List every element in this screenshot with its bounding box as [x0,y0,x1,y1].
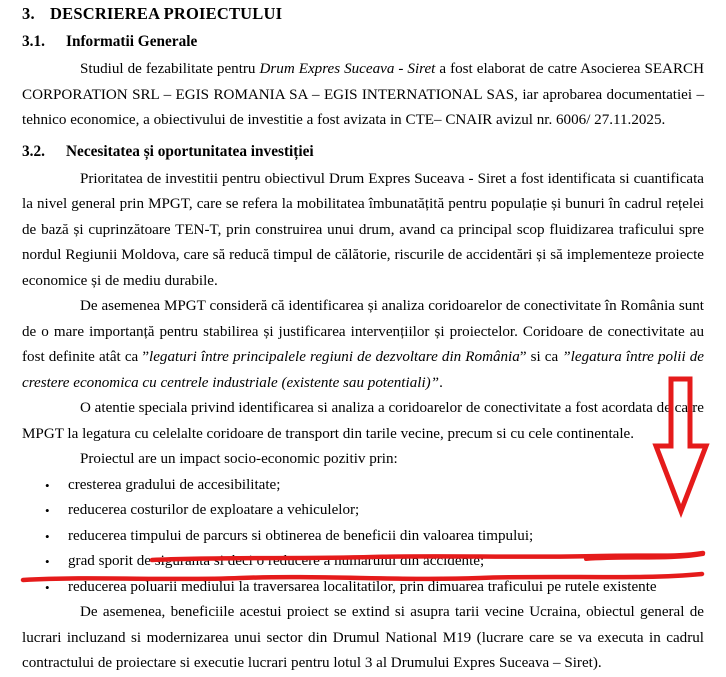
corridor-quote-two: ”legatura între polii de crestere economica cu centrele industriale (existente sau potentiali)” [22,349,704,391]
bullet-icon: • [45,477,50,493]
paragraph-impact-intro: Proiectul are un impact socio-economic pozitiv prin: [80,451,398,467]
list-item [22,575,704,601]
impact-benefits-list [22,473,704,601]
section-heading [22,0,704,24]
bullet-icon: • [45,579,50,595]
paragraph-general-info-rest: a fost elaborat de catre Asocierea SEARCH CORPORATION SRL – EGIS ROMANIA SA – EGIS INTERNATIONAL SAS, iar aprobarea documentatiei – tehnico economice, a obiectivului de investitie a fost avizata in CTE– CNAIR avizul nr. 6006/ 27.11.2025. [22,61,704,128]
document-body [22,0,704,677]
subsection-heading-3-1 [22,24,704,51]
bullet-icon: • [45,528,50,544]
paragraph-corridors-part1: De asemenea MPGT consideră că identificarea și analiza coridoarelor de conectivitate în România sunt de o mare importanță pentru stabilirea și justificarea intervențiilor și proiectelor. Coridoare de conectivitate au fost definite atât ca ” [22,298,704,365]
paragraph-general-info [22,51,704,134]
paragraph-corridors-part2: ” si ca [519,349,563,365]
project-name-italic: Drum Expres Suceava - Siret [259,61,436,77]
paragraph-special-attention: O atentie speciala privind identificarea si analiza a coridoarelor de conectivitate a fost acordata de catre MPGT la legatura cu celelalte coridoare de transport din tarile vecine, precum si cu cele continentale. [22,400,704,442]
paragraph-ukraine-benefits: De asemenea, beneficiile acestui proiect se extind si asupra tarii vecine Ucraina, obiectul general de lucrari incluzand si modernizarea unui sector din Drumul National M19 (lucrare care se va executa in cadrul contractului de proiectare si executie lucrari pentru lotul 3 al Drumului Expres Suceava – Siret). [22,604,704,671]
subsection-title-3-2: Necesitatea și oportunitatea investiției [66,142,314,160]
paragraph-corridors [22,294,704,396]
list-item-label: cresterea gradului de accesibilitate; [68,476,281,493]
list-item-label: reducerea costurilor de exploatare a vehiculelor; [68,502,360,518]
list-item [22,549,704,575]
bullet-icon: • [45,503,50,518]
list-item-label: reducerea poluarii mediului la traversarea localitatilor, prin dimuarea traficului pe rutele existente [68,578,657,595]
subsection-number-3-2: 3.2. [22,142,45,160]
corridor-quote-one: legaturi între principalele regiuni de dezvoltare din România [149,349,520,365]
subsection-number-3-1: 3.1. [22,33,45,50]
paragraph-corridors-part3: . [439,374,443,391]
list-item-label: grad sporit de siguranta si deci o reducere a numarului din accidente; [68,553,485,569]
section-title: DESCRIEREA PROIECTULUI [50,4,283,23]
list-item [22,473,704,499]
list-item [22,498,704,524]
bullet-icon: • [45,554,50,569]
paragraph-priority: Prioritatea de investitii pentru obiectivul Drum Expres Suceava - Siret a fost identificata si cuantificata la nivel general prin MPGT, care se refera la mobilitatea îmbunatățită pentru populație și bunuri în cadrul rețelei de bază și cuprinzătoare TEN-T, prin construirea unui drum, avand ca principal scop fluidizarea traficului spre nordul Regiunii Moldova, care să reducă timpul de călătorie, riscurile de accidentări și să implementeze proiecte economice și de mediu durabile. [22,170,704,289]
list-item-label: reducerea timpului de parcurs si obtinerea de beneficii din valoarea timpului; [68,527,534,544]
subsection-heading-3-2 [22,134,704,161]
section-number: 3. [22,4,35,23]
subsection-title-3-1: Informatii Generale [66,33,198,50]
paragraph-general-info-lead: Studiul de fezabilitate pentru [80,61,260,77]
list-item [22,524,704,550]
